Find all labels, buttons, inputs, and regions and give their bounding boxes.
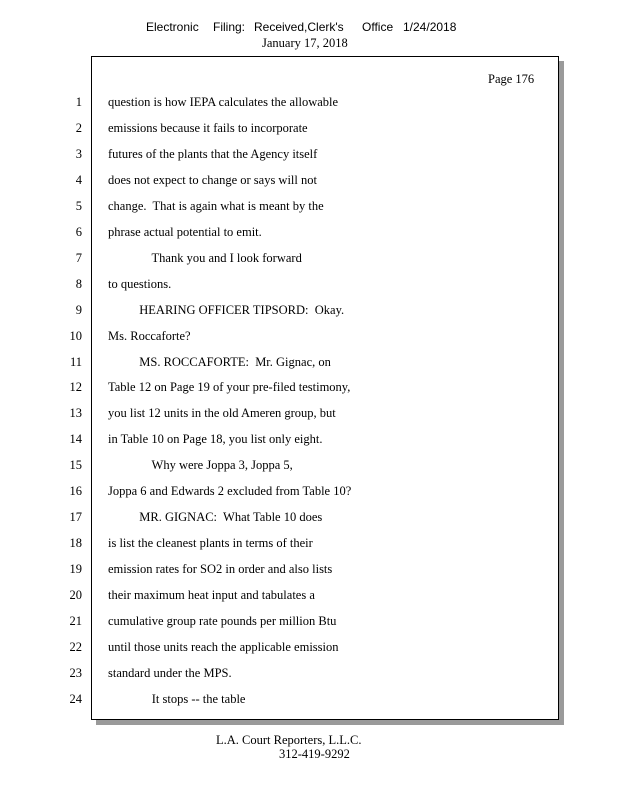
line-text: phrase actual potential to emit. <box>108 225 262 239</box>
page-number: Page 176 <box>488 72 535 86</box>
line-text: HEARING OFFICER TIPSORD: Okay. <box>108 303 345 317</box>
line-number: 12 <box>69 380 82 394</box>
line-number: 18 <box>69 536 82 550</box>
line-text: cumulative group rate pounds per million Btu <box>108 614 337 628</box>
line-text: MR. GIGNAC: What Table 10 does <box>108 510 323 524</box>
line-number: 17 <box>69 510 82 524</box>
line-text: standard under the MPS. <box>108 666 232 680</box>
line-text: emissions because it fails to incorporate <box>108 121 308 135</box>
line-text: Joppa 6 and Edwards 2 excluded from Table 10? <box>108 484 352 498</box>
footer-reporter: L.A. Court Reporters, L.L.C. <box>216 733 362 747</box>
line-number: 4 <box>75 173 82 187</box>
line-text: question is how IEPA calculates the allowable <box>108 95 339 109</box>
line-number: 3 <box>75 147 82 161</box>
line-text: in Table 10 on Page 18, you list only eight. <box>108 432 323 446</box>
line-number: 24 <box>69 692 82 706</box>
line-text: their maximum heat input and tabulates a <box>108 588 315 602</box>
line-number: 16 <box>69 484 82 498</box>
stamp-filing: Filing: <box>213 20 246 34</box>
line-text: change. That is again what is meant by the <box>108 199 324 213</box>
line-number: 19 <box>69 562 82 576</box>
stamp-date: 1/24/2018 <box>403 20 457 34</box>
line-number: 20 <box>69 588 82 602</box>
filed-date: January 17, 2018 <box>262 36 348 50</box>
line-number: 8 <box>75 277 82 291</box>
footer-phone: 312-419-9292 <box>279 747 350 761</box>
line-number: 7 <box>75 251 82 265</box>
line-number: 14 <box>69 432 82 446</box>
line-number: 22 <box>69 640 82 654</box>
line-number: 2 <box>75 121 82 135</box>
line-number: 1 <box>75 95 82 109</box>
line-number: 13 <box>69 406 82 420</box>
line-text: you list 12 units in the old Ameren group, but <box>108 406 336 420</box>
line-text: It stops -- the table <box>108 692 246 706</box>
line-number: 9 <box>75 303 82 317</box>
line-number: 11 <box>69 355 82 369</box>
line-text: futures of the plants that the Agency itself <box>108 147 318 161</box>
line-number: 6 <box>75 225 82 239</box>
line-text: Ms. Roccaforte? <box>108 329 191 343</box>
line-text: Why were Joppa 3, Joppa 5, <box>108 458 293 472</box>
stamp-electronic: Electronic <box>146 20 199 34</box>
line-text: emission rates for SO2 in order and also lists <box>108 562 333 576</box>
stamp-received: Received,Clerk's <box>254 20 344 34</box>
stamp-office: Office <box>362 20 394 34</box>
line-text: does not expect to change or says will not <box>108 173 317 187</box>
line-text: until those units reach the applicable emission <box>108 640 339 654</box>
line-text: to questions. <box>108 277 172 291</box>
line-number: 10 <box>69 329 82 343</box>
line-number: 15 <box>69 458 82 472</box>
line-text: Thank you and I look forward <box>108 251 302 265</box>
line-text: MS. ROCCAFORTE: Mr. Gignac, on <box>108 355 331 369</box>
line-number: 5 <box>75 199 82 213</box>
line-number: 23 <box>69 666 82 680</box>
line-text: Table 12 on Page 19 of your pre-filed testimony, <box>108 380 351 394</box>
line-text: is list the cleanest plants in terms of their <box>108 536 313 550</box>
line-number: 21 <box>69 614 82 628</box>
